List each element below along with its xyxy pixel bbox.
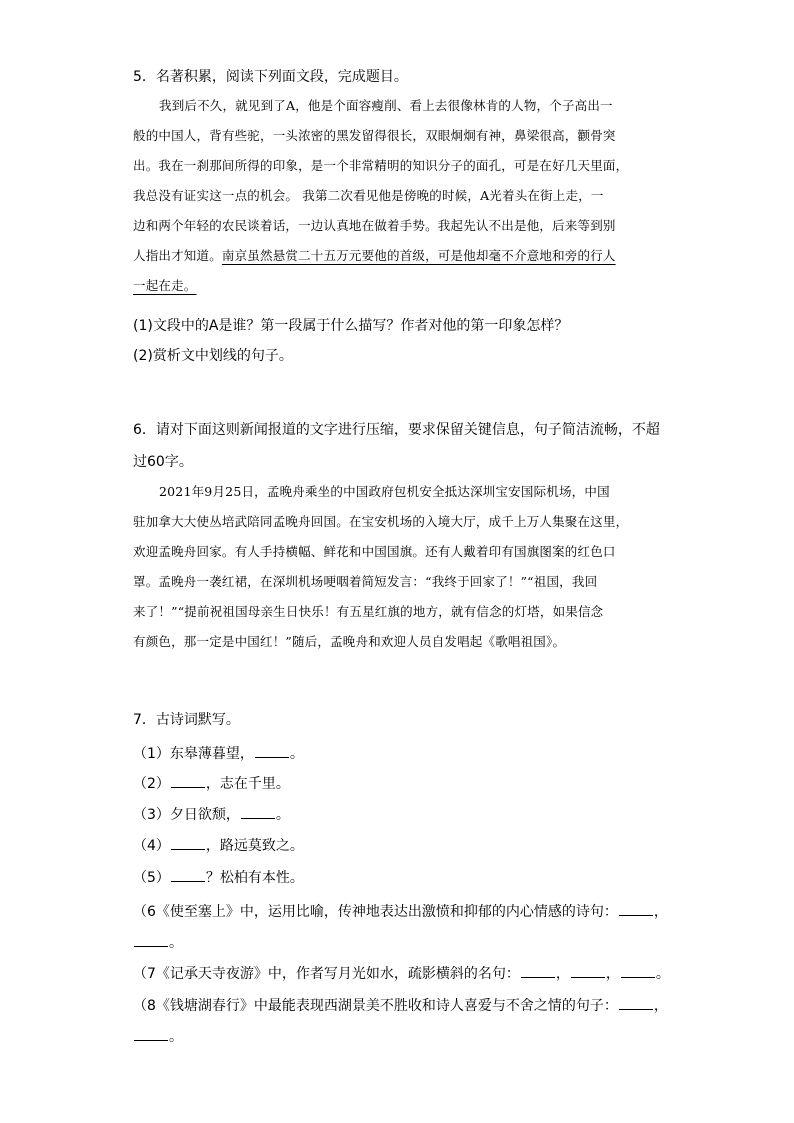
underlined-sentence: 一起在走。 — [133, 278, 197, 293]
poem-item-text: （5） — [133, 870, 170, 886]
passage-line: 边和两个年轻的农民谈着话，一边认真地在做着手势。我起先认不出是他，后来等到别 — [133, 218, 616, 233]
poem-item-text: （8《钱塘湖春行》中最能表现西湖景美不胜收和诗人喜爱与不舍之情的句子： — [133, 998, 618, 1014]
answer-blank[interactable] — [619, 995, 653, 1010]
answer-blank[interactable] — [521, 963, 555, 978]
passage-line — [133, 241, 661, 271]
passage-line: 有颜色，那一定是中国红！”随后，孟晚舟和欢迎人员自发唱起《歌唱祖国》。 — [133, 634, 566, 649]
question-5-sub-2: (2)赏析文中划线的句子。 — [133, 348, 293, 364]
answer-blank[interactable] — [255, 743, 289, 758]
poem-item-text: （7《记承天寺夜游》中，作者写月光如水，疏影横斜的名句： — [133, 966, 520, 982]
poem-item-8 — [133, 995, 668, 1016]
punctuation: ， — [653, 998, 668, 1014]
answer-blank[interactable] — [571, 963, 605, 978]
poem-item-text: 。 — [289, 746, 304, 762]
punctuation: 。 — [169, 935, 183, 951]
passage-line: 般的中国人，背有些驼，一头浓密的黑发留得很长，双眼炯炯有神，鼻梁很高，颧骨突 — [133, 128, 616, 143]
punctuation: ， — [605, 966, 620, 982]
poem-item-1 — [133, 743, 304, 764]
poem-item-6-cont — [133, 932, 183, 953]
underlined-sentence: 南京虽然悬赏二十五万元要他的首级，可是他却毫不介意地和旁的行人 — [221, 248, 616, 263]
answer-blank[interactable] — [621, 963, 655, 978]
passage-line: 罩。孟晚舟一袭红裙，在深圳机场哽咽着简短发言：“我终于回家了！”“祖国，我回 — [133, 574, 598, 589]
question-5-title: 5．名著积累，阅读下列面文段，完成题目。 — [133, 69, 408, 85]
poem-item-text: （3）夕日欲颓， — [133, 807, 240, 823]
poem-item-text: ，志在千里。 — [205, 776, 290, 792]
poem-item-text: （2） — [133, 776, 170, 792]
poem-item-text: ，路远莫致之。 — [205, 838, 304, 854]
answer-blank[interactable] — [171, 867, 205, 882]
answer-blank[interactable] — [241, 804, 275, 819]
question-5-sub-1: (1)文段中的A是谁？第一段属于什么描写？作者对他的第一印象怎样？ — [133, 318, 569, 334]
answer-blank[interactable] — [134, 932, 168, 947]
poem-item-text: （6《使至塞上》中，运用比喻，传神地表达出激愤和抑郁的内心情感的诗句： — [133, 904, 618, 920]
poem-item-text: （4） — [133, 838, 170, 854]
passage-line: 出。我在一刹那间所得的印象，是一个非常精明的知识分子的面孔，可是在好几天里面， — [133, 158, 629, 173]
answer-blank[interactable] — [134, 1026, 168, 1041]
poem-item-8-cont — [133, 1026, 183, 1047]
poem-item-6 — [133, 901, 668, 922]
passage-line: 我总没有证实这一点的机会。 我第二次看见他是傍晚的时候，A光着头在街上走，一 — [133, 188, 604, 203]
question-6-passage — [133, 477, 661, 657]
punctuation: 。 — [655, 966, 670, 982]
poem-item-text: （1）东皋薄暮望， — [133, 746, 254, 762]
poem-item-3 — [133, 804, 290, 825]
punctuation: 。 — [169, 1029, 183, 1045]
passage-line: 来了！”“提前祝祖国母亲生日快乐！有五星红旗的地方，就有信念的灯塔，如果信念 — [133, 604, 604, 619]
answer-blank[interactable] — [171, 835, 205, 850]
passage-line-text: 人指出才知道。 — [133, 248, 222, 263]
question-5-passage — [133, 91, 661, 301]
question-6-title-cont: 过60字。 — [133, 454, 193, 470]
passage-line: 2021年9月25日，孟晚舟乘坐的中国政府包机安全抵达深圳宝安国际机场，中国 — [159, 484, 610, 499]
passage-line: 我到后不久，就见到了A，他是个面容瘦削、看上去很像林肯的人物，个子高出一 — [159, 98, 613, 113]
punctuation: ， — [555, 966, 570, 982]
poem-item-text: ？松柏有本性。 — [205, 870, 304, 886]
question-6-title: 6．请对下面这则新闻报道的文字进行压缩，要求保留关键信息，句子简洁流畅，不超 — [133, 422, 660, 438]
passage-line: 欢迎孟晚舟回家。有人手持横幅、鲜花和中国国旗。还有人戴着印有国旗图案的红色口 — [133, 544, 616, 559]
poem-item-7 — [133, 963, 670, 984]
poem-item-5 — [133, 867, 304, 888]
answer-blank[interactable] — [171, 773, 205, 788]
question-7-title: 7．古诗词默写。 — [133, 712, 240, 728]
poem-item-4 — [133, 835, 304, 856]
punctuation: ， — [653, 904, 668, 920]
answer-blank[interactable] — [619, 901, 653, 916]
passage-line: 驻加拿大大使丛培武陪同孟晚舟回国。在宝安机场的入境大厅，成千上万人集聚在这里， — [133, 514, 629, 529]
poem-item-2 — [133, 773, 290, 794]
poem-item-text: 。 — [275, 807, 290, 823]
